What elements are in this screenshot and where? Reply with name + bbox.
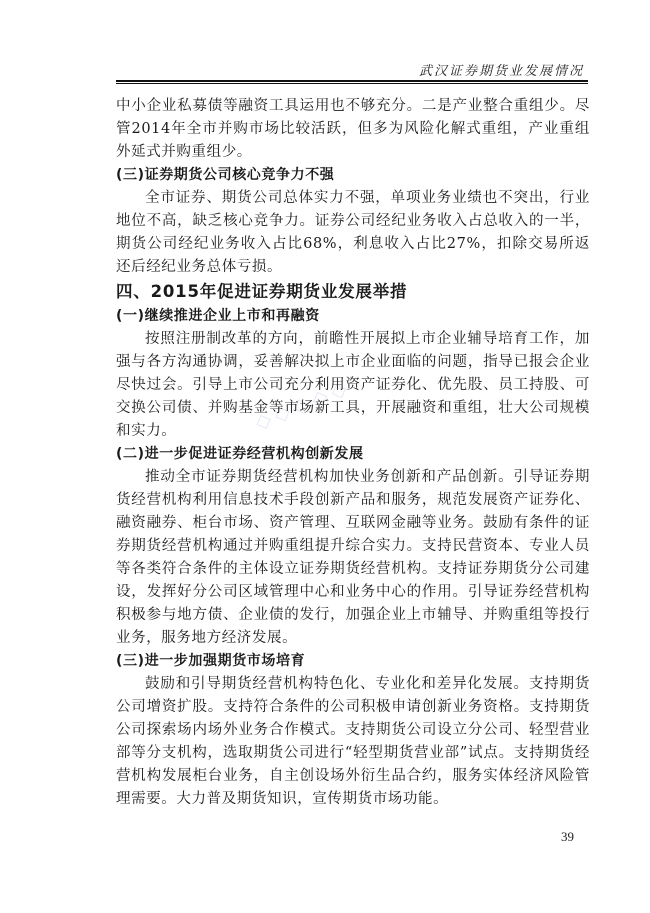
paragraph-continuation: 中小企业私募债等融资工具运用也不够充分。二是产业整合重组少。尽管2014年全市并购市场比较活跃，但多为风险化解式重组，产业重组外延式并购重组少。	[116, 98, 590, 160]
header-rule-thick	[116, 80, 588, 82]
page-number: 39	[561, 829, 574, 844]
section-heading-2015-measures: 四、2015年促进证券期货业发展举措	[116, 282, 408, 301]
subheading-core-competitiveness: (三)证券期货公司核心竞争力不强	[116, 167, 335, 183]
header-rule-thin	[116, 83, 588, 84]
paragraph-competitiveness: 全市证券、期货公司总体实力不强，单项业务业绩也不突出，行业地位不高，缺乏核心竞争力。证券公司经纪业务收入占总收入的一半，期货公司经纪业务收入占比68%，利息收入占比27%，扣除交易所返还后经纪业务总体亏损。	[116, 190, 590, 275]
subheading-securities-innovation: (二)进一步促进证券经营机构创新发展	[116, 446, 364, 462]
subheading-listing-refinancing: (一)继续推进企业上市和再融资	[116, 308, 320, 324]
paragraph-futures-market: 鼓励和引导期货经营机构特色化、专业化和差异化发展。支持期货公司增资扩股。支持符合条件的公司积极申请创新业务资格。支持期货公司探索场内场外业务合作模式。支持期货公司设立分公司、轻型营业部等分支机构，选取期货公司进行“轻型期货营业部”试点。支持期货经营机构发展柜台业务，自主创设场外衍生品合约，服务实体经济风险管理需要。大力普及期货知识，宣传期货市场功能。	[116, 676, 590, 807]
subheading-futures-market: (三)进一步加强期货市场培育	[116, 653, 306, 669]
page-header-title: 武汉证券期货业发展情况	[418, 64, 584, 79]
paragraph-listing-refinancing: 按照注册制改革的方向，前瞻性开展拟上市企业辅导培育工作，加强与各方沟通协调，妥善解决拟上市企业面临的问题，指导已报会企业尽快过会。引导上市公司充分利用资产证券化、优先股、员工持股、可交换公司债、并购基金等市场新工具，开展融资和重组，壮大公司规模和实力。	[116, 331, 590, 439]
watermark: ◇◇◇◇◇	[251, 373, 355, 435]
paragraph-securities-innovation: 推动全市证券期货经营机构加快业务创新和产品创新。引导证券期货经营机构利用信息技术手段创新产品和服务，规范发展资产证券化、融资融券、柜台市场、资产管理、互联网金融等业务。鼓励有条件的证券期货经营机构通过并购重组提升综合实力。支持民营资本、专业人员等各类符合条件的主体设立证券期货经营机构。支持证券期货分公司建设，发挥好分公司区域管理中心和业务中心的作用。引导证券经营机构积极参与地方债、企业债的发行，加强企业上市辅导、并购重组等投行业务，服务地方经济发展。	[116, 469, 590, 646]
page-body	[116, 95, 590, 811]
